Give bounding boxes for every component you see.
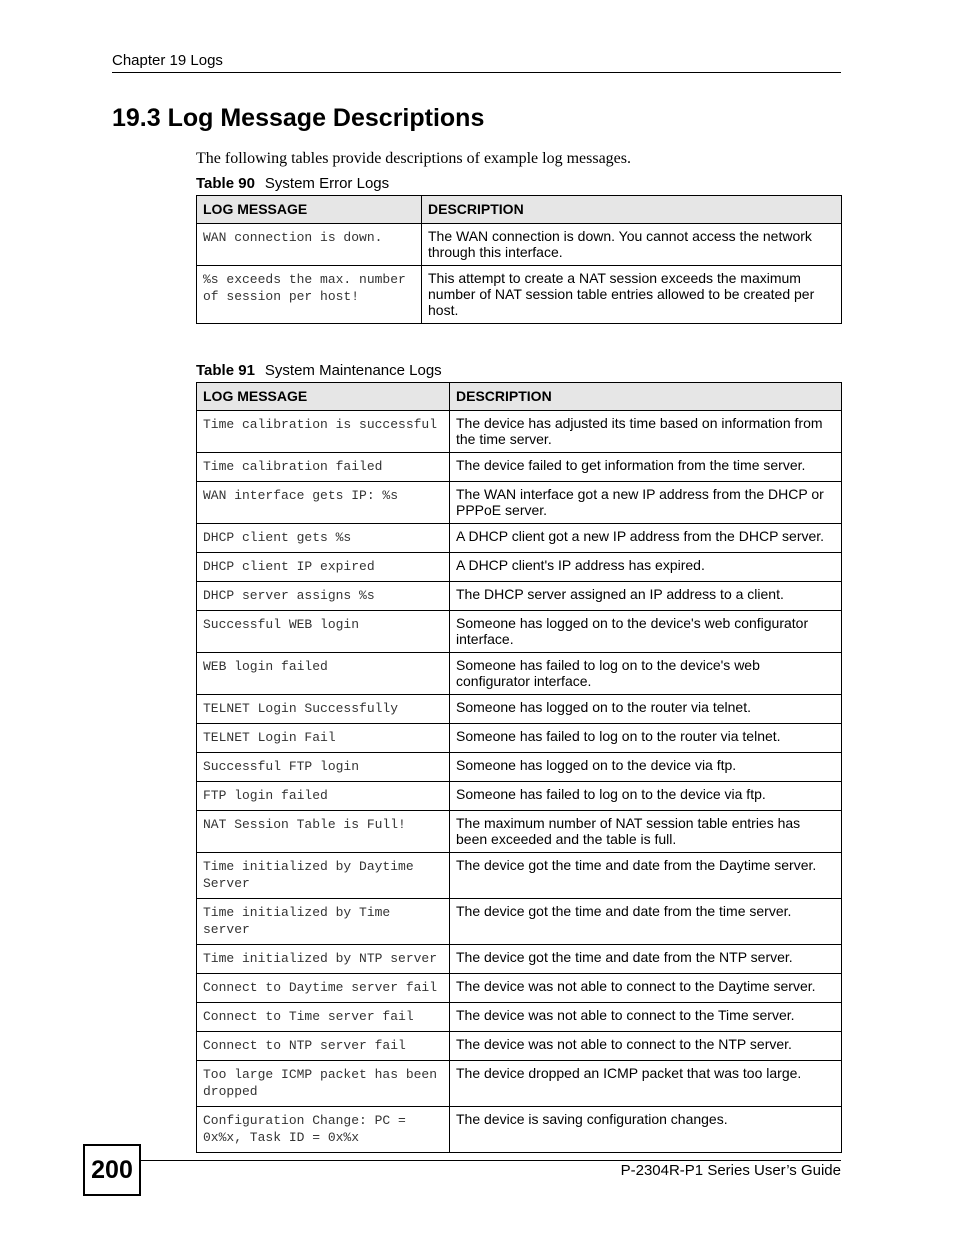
log-message-cell: WAN interface gets IP: %s bbox=[197, 482, 450, 524]
description-cell: Someone has failed to log on to the device's web configurator interface. bbox=[450, 653, 842, 695]
chapter-header: Chapter 19 Logs bbox=[112, 52, 841, 73]
log-message-cell: Time initialized by Daytime Server bbox=[197, 853, 450, 899]
log-message-cell: Successful FTP login bbox=[197, 753, 450, 782]
log-message-cell: DHCP client gets %s bbox=[197, 524, 450, 553]
table-row bbox=[197, 582, 842, 611]
description-cell: The device got the time and date from the time server. bbox=[450, 899, 842, 945]
log-message-cell: Connect to Daytime server fail bbox=[197, 974, 450, 1003]
description-cell: The device got the time and date from the NTP server. bbox=[450, 945, 842, 974]
description-cell: The maximum number of NAT session table entries has been exceeded and the table is full. bbox=[450, 811, 842, 853]
log-message-cell: Time initialized by Time server bbox=[197, 899, 450, 945]
table-row bbox=[197, 753, 842, 782]
table-row bbox=[197, 1003, 842, 1032]
table-row bbox=[197, 611, 842, 653]
log-message-cell: TELNET Login Fail bbox=[197, 724, 450, 753]
description-cell: The DHCP server assigned an IP address to a client. bbox=[450, 582, 842, 611]
table-row bbox=[197, 453, 842, 482]
description-cell: The device has adjusted its time based on information from the time server. bbox=[450, 411, 842, 453]
description-cell: The device was not able to connect to the Time server. bbox=[450, 1003, 842, 1032]
table-header-row bbox=[197, 383, 842, 411]
log-message-cell: Configuration Change: PC = 0x%x, Task ID = 0x%x bbox=[197, 1107, 450, 1153]
table-row bbox=[197, 695, 842, 724]
log-message-cell: Connect to NTP server fail bbox=[197, 1032, 450, 1061]
description-cell: A DHCP client's IP address has expired. bbox=[450, 553, 842, 582]
table-90-label: Table 90 bbox=[196, 175, 255, 192]
description-cell: Someone has failed to log on to the router via telnet. bbox=[450, 724, 842, 753]
table-header-row bbox=[197, 196, 842, 224]
table-row bbox=[197, 553, 842, 582]
table-row bbox=[197, 482, 842, 524]
table-row bbox=[197, 1032, 842, 1061]
system-maintenance-logs-table bbox=[196, 382, 842, 1153]
table-row bbox=[197, 899, 842, 945]
table-row bbox=[197, 724, 842, 753]
log-message-cell: Connect to Time server fail bbox=[197, 1003, 450, 1032]
column-header-description: DESCRIPTION bbox=[422, 196, 842, 224]
table-row bbox=[197, 945, 842, 974]
description-cell: Someone has logged on to the device's web configurator interface. bbox=[450, 611, 842, 653]
table-90-caption-text: System Error Logs bbox=[264, 175, 390, 192]
column-header-description: DESCRIPTION bbox=[450, 383, 842, 411]
table-row bbox=[197, 1061, 842, 1107]
description-cell: This attempt to create a NAT session exceeds the maximum number of NAT session table entries allowed to be created per host. bbox=[422, 266, 842, 324]
table-row bbox=[197, 653, 842, 695]
description-cell: The WAN interface got a new IP address from the DHCP or PPPoE server. bbox=[450, 482, 842, 524]
log-message-cell: Time calibration is successful bbox=[197, 411, 450, 453]
column-header-log-message: LOG MESSAGE bbox=[197, 196, 422, 224]
log-message-cell: DHCP client IP expired bbox=[197, 553, 450, 582]
description-cell: The device got the time and date from the Daytime server. bbox=[450, 853, 842, 899]
description-cell: The WAN connection is down. You cannot access the network through this interface. bbox=[422, 224, 842, 266]
table-row bbox=[197, 224, 842, 266]
description-cell: The device dropped an ICMP packet that was too large. bbox=[450, 1061, 842, 1107]
column-header-log-message: LOG MESSAGE bbox=[197, 383, 450, 411]
description-cell: The device was not able to connect to the Daytime server. bbox=[450, 974, 842, 1003]
table-row bbox=[197, 811, 842, 853]
description-cell: The device is saving configuration changes. bbox=[450, 1107, 842, 1153]
guide-title: P-2304R-P1 Series User’s Guide bbox=[620, 1162, 841, 1179]
page-number: 200 bbox=[83, 1144, 141, 1196]
table-90-caption bbox=[196, 175, 389, 192]
table-91-label: Table 91 bbox=[196, 362, 255, 379]
table-row bbox=[197, 411, 842, 453]
description-cell: Someone has logged on to the device via ftp. bbox=[450, 753, 842, 782]
description-cell: The device was not able to connect to the NTP server. bbox=[450, 1032, 842, 1061]
log-message-cell: Successful WEB login bbox=[197, 611, 450, 653]
log-message-cell: Time initialized by NTP server bbox=[197, 945, 450, 974]
log-message-cell: FTP login failed bbox=[197, 782, 450, 811]
log-message-cell: WAN connection is down. bbox=[197, 224, 422, 266]
log-message-cell: %s exceeds the max. number of session per host! bbox=[197, 266, 422, 324]
table-row bbox=[197, 266, 842, 324]
description-cell: Someone has failed to log on to the device via ftp. bbox=[450, 782, 842, 811]
table-row bbox=[197, 974, 842, 1003]
log-message-cell: NAT Session Table is Full! bbox=[197, 811, 450, 853]
table-row bbox=[197, 853, 842, 899]
footer-divider bbox=[141, 1160, 841, 1161]
log-message-cell: DHCP server assigns %s bbox=[197, 582, 450, 611]
description-cell: A DHCP client got a new IP address from the DHCP server. bbox=[450, 524, 842, 553]
log-message-cell: TELNET Login Successfully bbox=[197, 695, 450, 724]
table-row bbox=[197, 782, 842, 811]
table-row bbox=[197, 524, 842, 553]
section-title: 19.3 Log Message Descriptions bbox=[112, 104, 485, 132]
log-message-cell: WEB login failed bbox=[197, 653, 450, 695]
log-message-cell: Time calibration failed bbox=[197, 453, 450, 482]
system-error-logs-table bbox=[196, 195, 842, 324]
log-message-cell: Too large ICMP packet has been dropped bbox=[197, 1061, 450, 1107]
table-91-caption-text: System Maintenance Logs bbox=[264, 362, 442, 379]
description-cell: Someone has logged on to the router via telnet. bbox=[450, 695, 842, 724]
table-91-caption bbox=[196, 362, 442, 379]
description-cell: The device failed to get information from the time server. bbox=[450, 453, 842, 482]
table-row bbox=[197, 1107, 842, 1153]
intro-paragraph: The following tables provide descriptions of example log messages. bbox=[196, 150, 632, 167]
